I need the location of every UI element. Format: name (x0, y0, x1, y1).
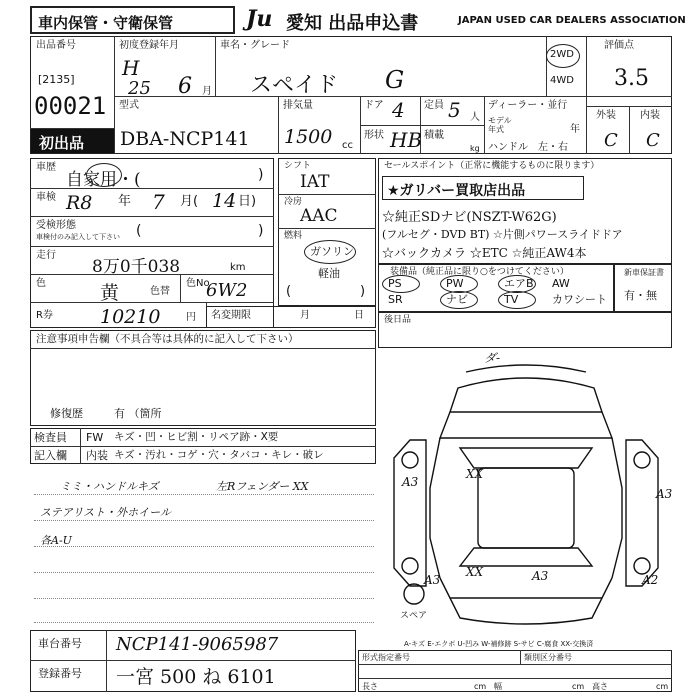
height-label: 高さ (592, 682, 608, 691)
score-label: 評価点 (604, 40, 634, 51)
plate-number: 一宮 500 ね 6101 (116, 666, 276, 688)
usage-value: 自家用・( (66, 170, 141, 190)
ac-label: 冷房 (284, 197, 303, 207)
drive-circle (546, 44, 580, 68)
plate-label: 登録番号 (38, 667, 82, 680)
inspector-label-2: 記入欄 (34, 449, 67, 462)
shift-label: シフト (284, 161, 312, 171)
interior-label: 内装 (640, 110, 660, 121)
first-listing-badge (31, 129, 114, 153)
height-unit: cm (656, 682, 669, 691)
equipment-item: カワシート (552, 293, 607, 306)
color-label: 色 (36, 278, 46, 289)
score-value: 3.5 (614, 66, 649, 91)
length-label: 長さ (362, 682, 378, 691)
fuel-paren-open: ( (286, 284, 292, 299)
ac-value: AAC (300, 206, 338, 226)
equipment-circle (498, 291, 536, 309)
inspection-year-unit: 年 (118, 194, 132, 209)
registration-year: 25 (128, 78, 151, 99)
exterior-label: 外装 (596, 110, 616, 121)
lot-bracket: [2135] (38, 73, 75, 86)
sales-line-2: (フルセグ・DVD BT) ☆片側パワースライドドア (382, 228, 623, 241)
lot-number-label: 出品番号 (36, 40, 76, 51)
equipment-item: AW (552, 277, 570, 290)
cc-unit: cc (342, 140, 353, 151)
mileage-label: 走行 (36, 250, 56, 261)
month-unit: 月 (202, 86, 212, 97)
acceptance-label: 受検形態 (36, 220, 76, 231)
expiry-month-label: 月 (300, 310, 310, 321)
equipment-item: PW (446, 277, 464, 290)
gulliver-banner-text: ★ガリバー買取店出品 (387, 183, 526, 199)
equipment-header: 装備品（純正品に限り○をつけてください） (390, 267, 569, 277)
form-title: 愛知 出品申込書 (286, 13, 419, 34)
color-code: 6W2 (206, 280, 248, 301)
registration-era: H (122, 56, 140, 80)
repair-history-value: 有 （箇所 (114, 407, 162, 420)
inspector-label-1: 検査員 (34, 431, 67, 444)
km-unit: km (230, 262, 246, 273)
car-name: スペイド (250, 73, 339, 98)
equipment-item: PS (388, 277, 402, 290)
chassis-number: NCP141-9065987 (116, 634, 279, 655)
damage-legend: A-キズ E-エクボ U-凹み W-補修跡 S-サビ C-腐食 XX-交換済 (404, 640, 594, 648)
inspector-comment-1: ミミ・ハンドルキズ (60, 480, 159, 493)
capacity-label: 積載 (424, 130, 444, 141)
interior-grade: C (646, 130, 660, 151)
mileage-value: 8万0千038 (92, 257, 181, 277)
registration-month: 6 (178, 74, 192, 99)
type-number-label: 形式指定番号 (362, 653, 410, 662)
inspector-comment-2: 左Rフェンダー XX (216, 480, 309, 493)
inspection-month: 7 (152, 190, 165, 214)
gulliver-banner (382, 176, 584, 200)
acceptance-open: ( (136, 223, 142, 239)
expiry-box (206, 306, 376, 328)
equipment-item: SR (388, 293, 403, 306)
inspection-month-unit: 月( (180, 194, 199, 209)
length-unit: cm (474, 682, 487, 691)
color-no-label: 色No (186, 278, 210, 289)
usage-label: 車歴 (36, 162, 56, 173)
recycle-value: 10210 (100, 306, 161, 328)
width-label: 幅 (494, 682, 502, 691)
diagram-right-mark: A3 (656, 487, 672, 501)
fuel-label: 燃料 (284, 231, 303, 241)
car-name-label: 車名・グレード (220, 40, 290, 51)
drive-4wd: 4WD (550, 75, 574, 86)
association-name: JAPAN USED CAR DEALERS ASSOCIATION (458, 15, 686, 26)
recycle-label: R券 (36, 310, 53, 321)
expiry-day-label: 日 (354, 310, 364, 321)
equipment-item: エアB (504, 277, 534, 290)
shape-value: HB (390, 128, 423, 152)
car-grade: G (385, 66, 405, 94)
lot-number: 00021 (34, 92, 107, 120)
diagram-bottom-xx: XX (466, 565, 484, 579)
displacement-value: 1500 (284, 126, 333, 148)
model-year-label: モデル年式 (488, 116, 512, 134)
diagram-bottom-mid: A3 (532, 569, 549, 583)
later-items-label: 後日品 (384, 315, 412, 325)
fuel-paren-close: ) (360, 284, 366, 299)
exterior-grade: C (604, 130, 618, 151)
color-value: 黄 (100, 282, 120, 304)
equipment-circle (382, 275, 420, 293)
spare-label: スペア (400, 611, 428, 621)
equipment-item: TV (504, 293, 519, 306)
seats-value: 5 (448, 98, 461, 122)
fuel-gasoline: ガソリン (310, 245, 354, 258)
shape-label: 形状 (364, 130, 384, 141)
shift-value: IAT (300, 172, 330, 192)
equipment-circle (440, 291, 478, 309)
acceptance-close: ) (258, 223, 264, 239)
color-change-label: 色替 (150, 286, 170, 297)
doors-value: 4 (392, 98, 405, 122)
chassis-label: 車台番号 (38, 637, 82, 650)
inspection-day: 14 (212, 190, 237, 212)
diagram-bottom-left: A3 (424, 573, 441, 587)
model-year-unit: 年 (570, 124, 580, 135)
equipment-item: ナビ (446, 293, 468, 306)
seats-label: 定員 (424, 100, 444, 111)
storage-tag (30, 6, 235, 34)
warranty-label: 新車保証書 (624, 268, 664, 277)
inspector-comment-3: ステアリスト・外ホイール (40, 506, 171, 519)
drive-2wd: 2WD (550, 49, 574, 60)
expiry-label: 名変期限 (211, 310, 251, 321)
notes-header: 注意事項申告欄（不具合等は具体的に記入して下さい） (36, 333, 299, 345)
dealer-label: ディーラー・並行 (488, 100, 568, 111)
exterior-check-tag: FW (86, 431, 104, 444)
handle-label: ハンドル (488, 142, 528, 153)
usage-circle (86, 163, 122, 187)
model-code: DBA-NCP141 (120, 128, 250, 150)
kg-unit: kg (470, 144, 480, 153)
acceptance-note: 車検付のみ記入して下さい (36, 233, 120, 241)
interior-check-tag: 内装 (86, 449, 108, 462)
diagram-left-xx: XX (466, 467, 484, 481)
fuel-diesel: 軽油 (318, 267, 340, 280)
warranty-value: 有・無 (624, 289, 657, 302)
diagram-bottom-right: A2 (642, 573, 659, 587)
width-unit: cm (572, 682, 585, 691)
fuel-circle (304, 240, 356, 264)
storage-tag-text: 車内保管・守衛保管 (38, 14, 174, 32)
later-items-block (378, 312, 672, 348)
repair-history-label: 修復歴 (50, 407, 83, 420)
inspection-era: R8 (66, 192, 93, 214)
model-label: 型式 (119, 100, 139, 111)
first-listing-text: 初出品 (39, 134, 85, 152)
inspector-comment-4: 各A-U (40, 534, 72, 547)
car-damage-diagram (380, 348, 672, 638)
diagram-left-mark: A3 (402, 475, 419, 489)
first-registration-label: 初度登録年月 (119, 40, 179, 51)
inspection-day-unit: 日) (238, 194, 257, 209)
diagram-top-mark: ダ- (484, 351, 501, 365)
yen-unit: 円 (186, 312, 196, 323)
displacement-label: 排気量 (283, 100, 313, 111)
usage-close: ) (258, 167, 264, 183)
seats-unit: 人 (470, 112, 480, 123)
exterior-check-items: キズ・凹・ヒビ割・リペア跡・X要 (114, 431, 279, 443)
interior-check-items: キズ・汚れ・コゲ・穴・タバコ・キレ・破レ (114, 449, 324, 461)
class-number-label: 類別区分番号 (524, 653, 572, 662)
sales-line-3: ☆バックカメラ ☆ETC ☆純正AW4本 (382, 246, 587, 260)
doors-label: ドア (364, 100, 384, 111)
inspection-label: 車検 (36, 192, 56, 203)
ju-logo: Ju (246, 6, 273, 32)
handle-value: 左・右 (538, 142, 568, 153)
sales-point-header: セールスポイント（正常に機能するものに限ります） (384, 161, 600, 171)
sales-line-1: ☆純正SDナビ(NSZT-W62G) (382, 210, 557, 225)
